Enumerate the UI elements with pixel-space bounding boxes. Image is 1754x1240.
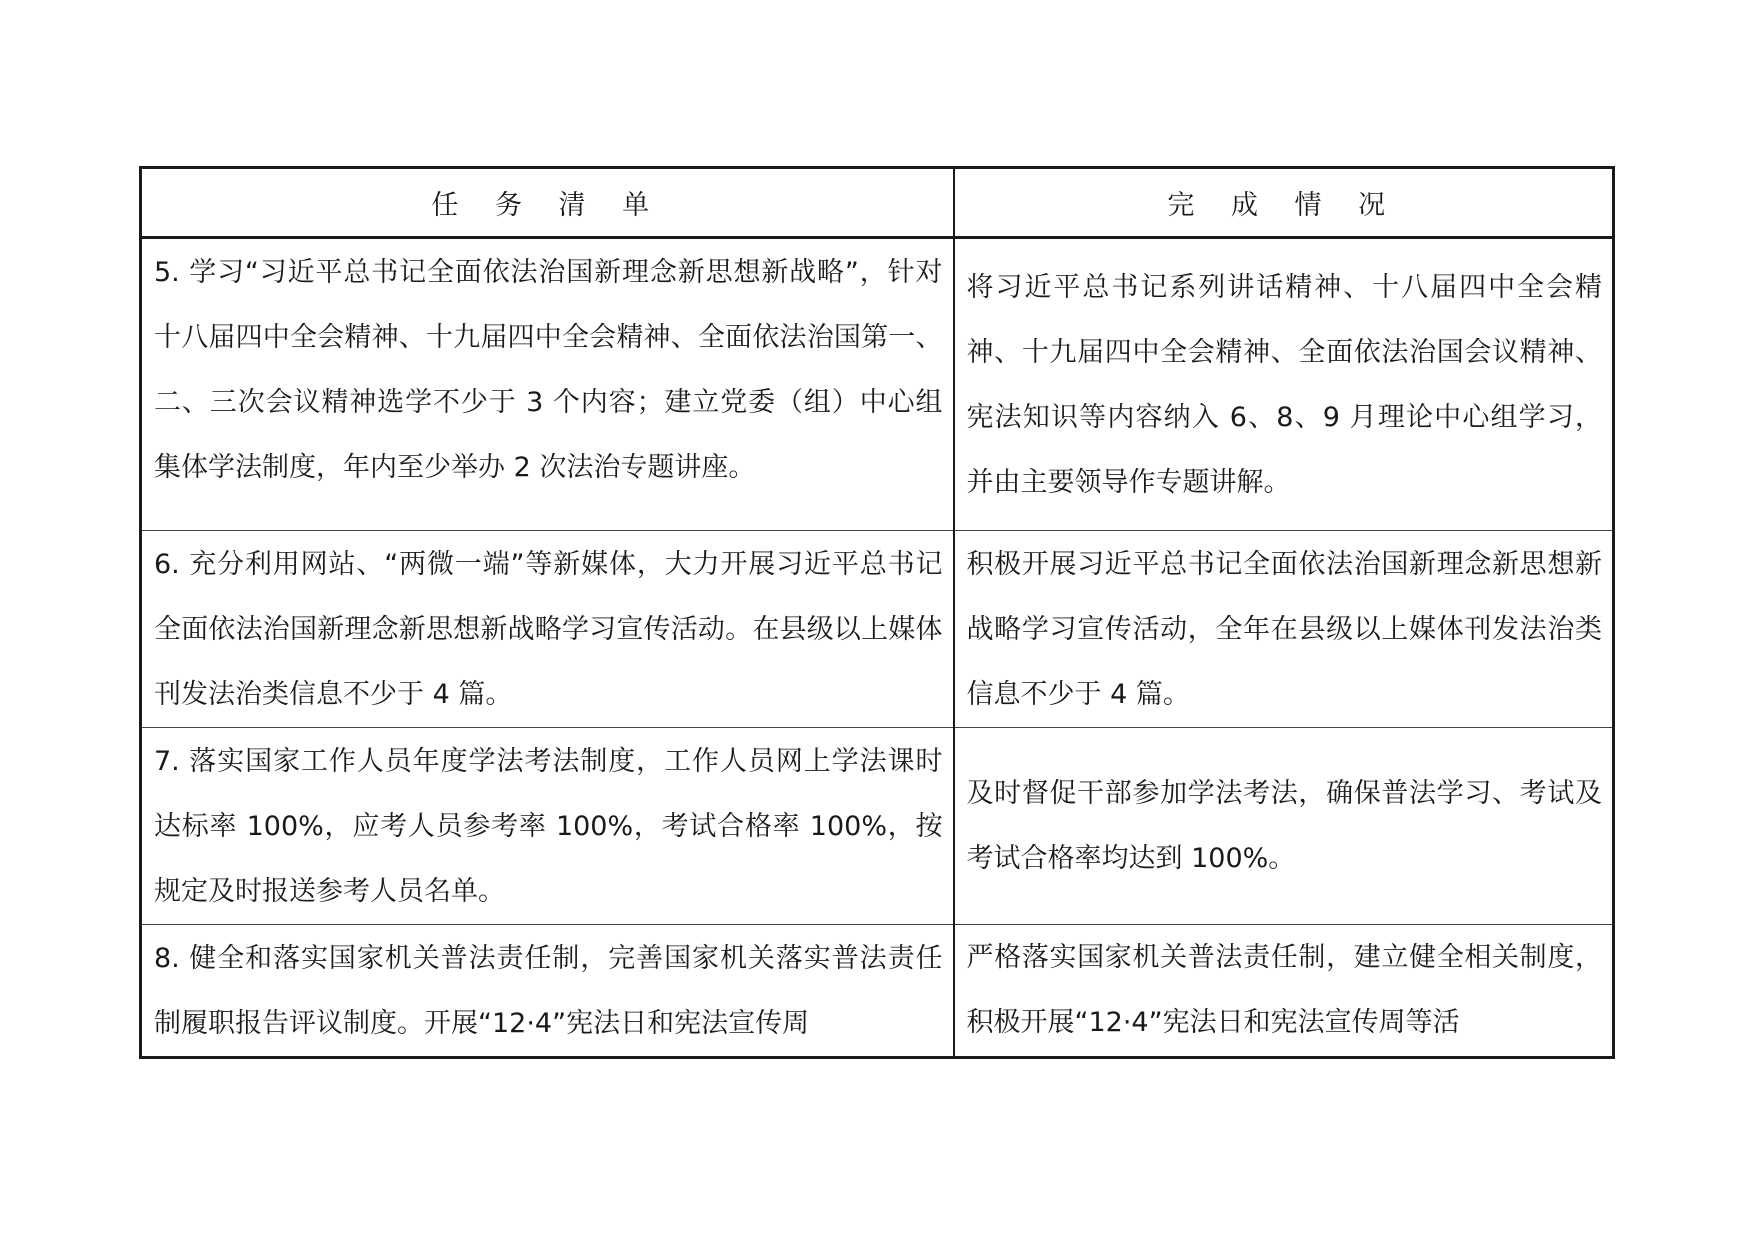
table-row [141, 238, 1614, 531]
status-cell [954, 531, 1614, 728]
status-text: 严格落实国家机关普法责任制，建立健全相关制度，积极开展“12·4”宪法日和宪法宣传周等活 [966, 942, 1602, 1038]
status-cell [954, 728, 1614, 925]
task-text: 6. 充分利用网站、“两微一端”等新媒体，大力开展习近平总书记全面依法治国新理念新思想新战略学习宣传活动。在县级以上媒体刊发法治类信息不少于 4 篇。 [154, 549, 943, 710]
table-row [141, 925, 1614, 1058]
status-text: 及时督促干部参加学法考法，确保普法学习、考试及考试合格率均达到 100%。 [966, 778, 1602, 874]
header-task-list: 任 务 清 单 [141, 168, 954, 238]
header-completion-status: 完 成 情 况 [954, 168, 1614, 238]
status-cell [954, 238, 1614, 531]
table-header-row [141, 168, 1614, 238]
task-completion-table [139, 166, 1615, 1059]
task-cell [141, 925, 954, 1058]
table-row [141, 531, 1614, 728]
task-text: 7. 落实国家工作人员年度学法考法制度，工作人员网上学法课时达标率 100%，应考人员参考率 100%，考试合格率 100%，按规定及时报送参考人员名单。 [154, 746, 943, 907]
status-text: 将习近平总书记系列讲话精神、十八届四中全会精神、十九届四中全会精神、全面依法治国会议精神、宪法知识等内容纳入 6、8、9 月理论中心组学习，并由主要领导作专题讲解。 [966, 271, 1602, 498]
task-cell [141, 728, 954, 925]
task-cell [141, 238, 954, 531]
table-row [141, 728, 1614, 925]
task-text: 8. 健全和落实国家机关普法责任制，完善国家机关落实普法责任制履职报告评议制度。开展“12·4”宪法日和宪法宣传周 [154, 943, 943, 1039]
status-text: 积极开展习近平总书记全面依法治国新理念新思想新战略学习宣传活动，全年在县级以上媒体刊发法治类信息不少于 4 篇。 [966, 549, 1602, 710]
status-cell [954, 925, 1614, 1058]
task-cell [141, 531, 954, 728]
task-text: 5. 学习“习近平总书记全面依法治国新理念新思想新战略”，针对十八届四中全会精神、十九届四中全会精神、全面依法治国第一、二、三次会议精神选学不少于 3 个内容；建立党委（组）中心组集体学法制度，年内至少举办 2 次法治专题讲座。 [154, 257, 943, 483]
